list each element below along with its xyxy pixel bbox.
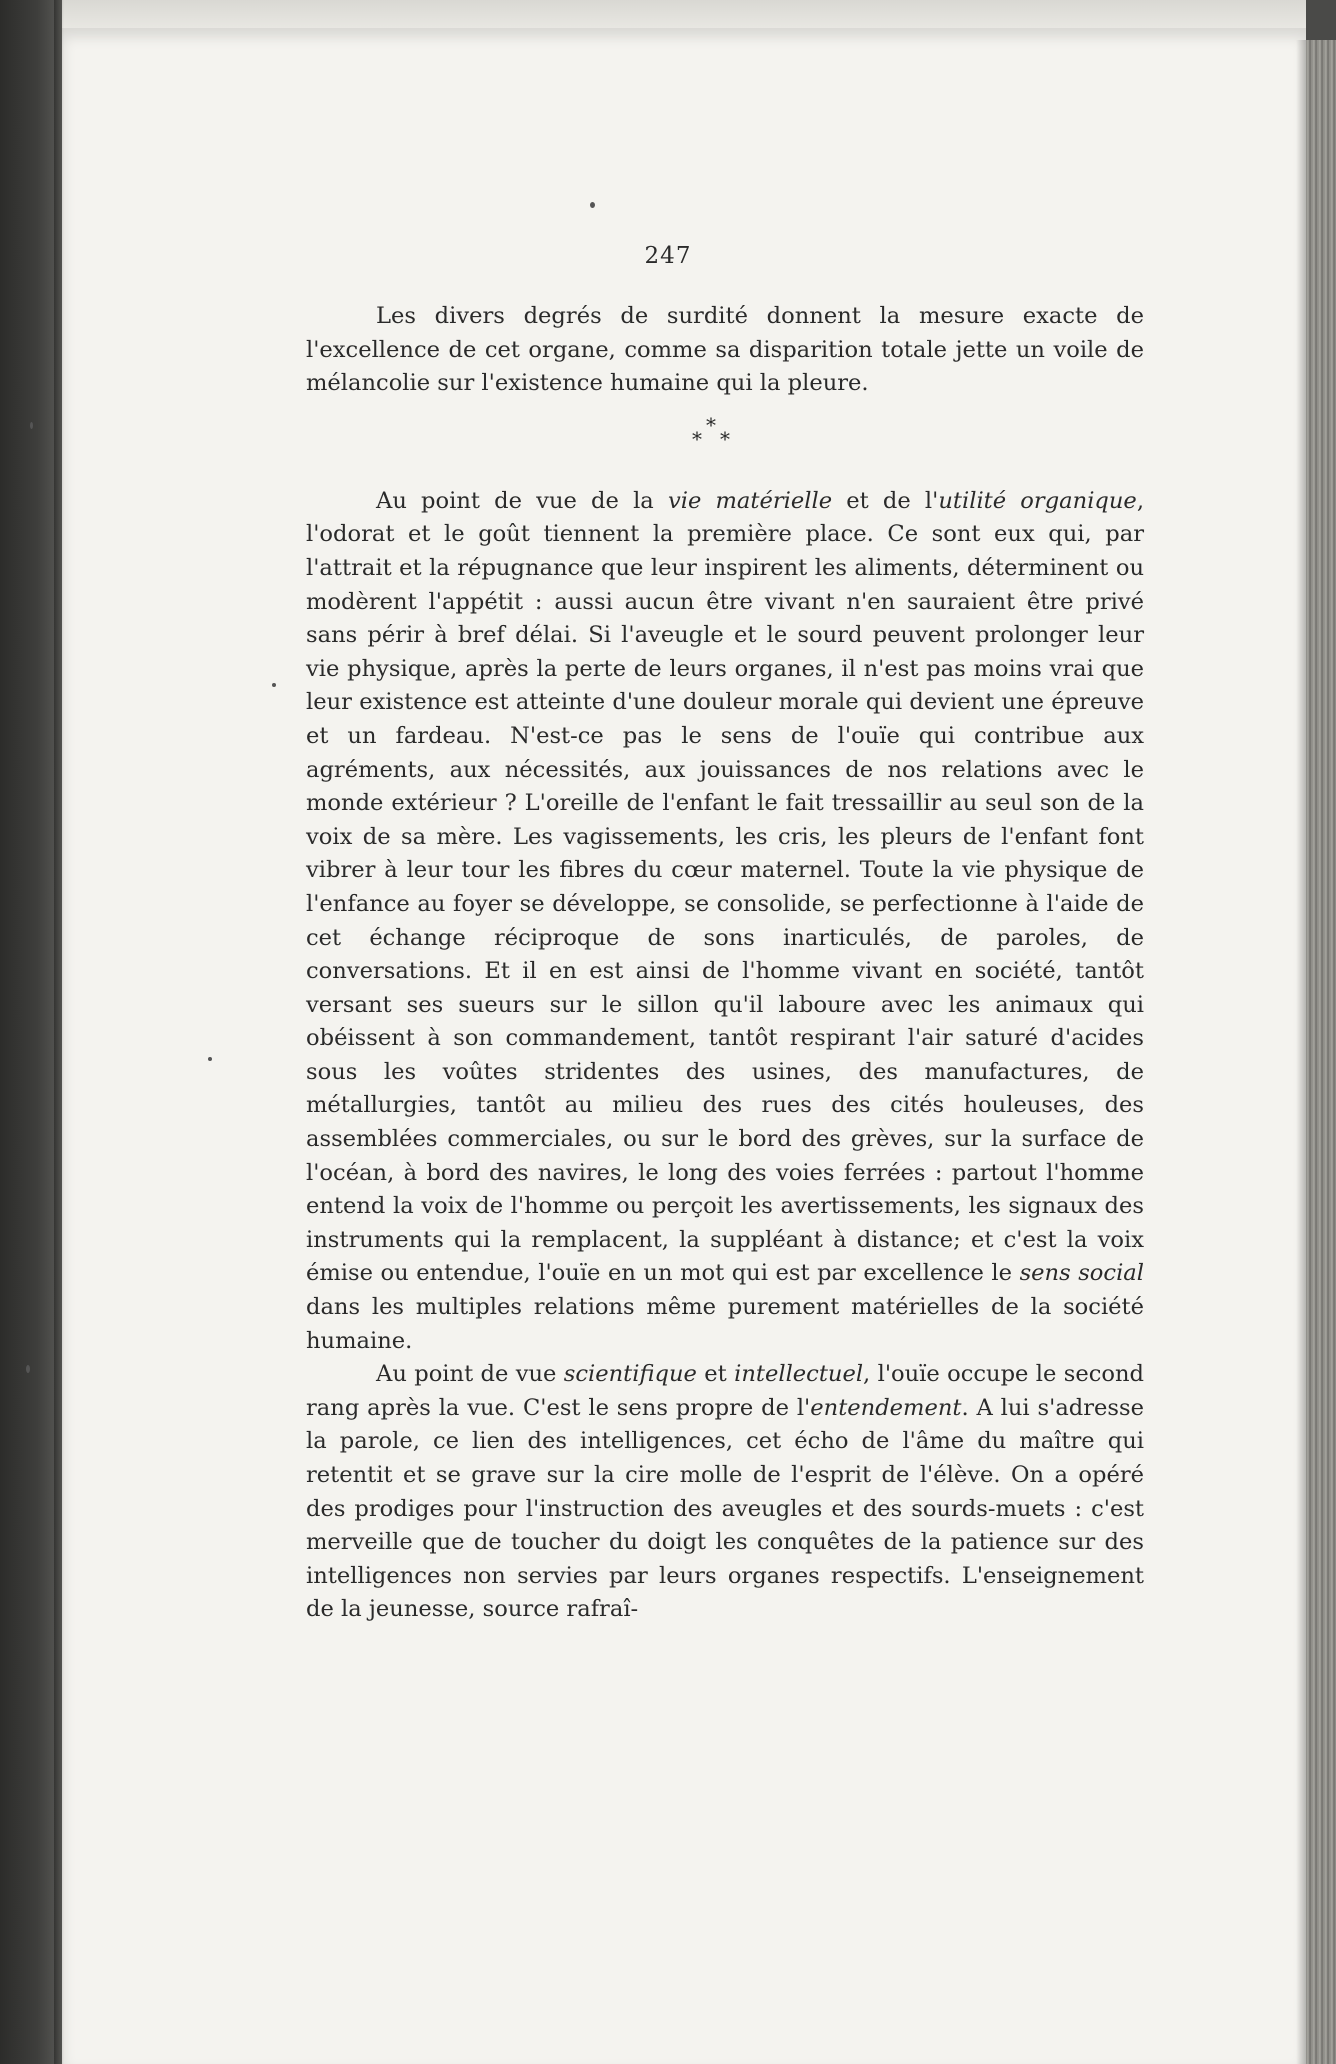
paragraph-3-italic: intellectuel — [734, 1361, 864, 1388]
paragraph-2-segment: dans les multiples relations même purement matérielles de la société humaine. — [306, 1294, 1144, 1354]
asterism-star: * — [692, 426, 702, 451]
book-gutter — [0, 0, 62, 2064]
asterism-star: * — [720, 426, 730, 451]
paper-speck — [590, 202, 595, 208]
paper-speck — [26, 1365, 30, 1373]
paragraph-1-text: Les divers degrés de surdité donnent la mesure exacte de l'excellence de cet organe, comme sa disparition totale jette un voile de mélancolie sur l'existence humaine qui la pleure. — [306, 303, 1144, 397]
page-number: 247 — [644, 243, 692, 269]
paragraph-2-italic: vie matérielle — [667, 487, 833, 514]
asterism-ornament — [306, 401, 1144, 483]
paper-speck — [208, 1057, 212, 1061]
paragraph-3 — [306, 1358, 1144, 1627]
paragraph-3-segment: Au point de vue — [376, 1361, 564, 1388]
paragraph-2 — [306, 485, 1144, 1358]
paragraph-2-italic: utilité organique — [938, 487, 1137, 514]
page-stack-edges — [1306, 40, 1336, 2064]
paper-speck — [30, 422, 33, 429]
paragraph-2-segment: et de l' — [832, 487, 939, 514]
paragraph-3-segment: et — [696, 1361, 735, 1388]
gutter-shadow — [54, 0, 64, 2064]
paragraph-3-italic: entendement — [810, 1394, 962, 1421]
paragraph-2-italic: sens social — [1019, 1260, 1144, 1287]
paragraph-2-segment: Au point de vue de la — [376, 487, 668, 514]
paragraph-2-segment: , l'odorat et le goût tiennent la première place. Ce sont eux qui, par l'attrait et la répugnance que leur inspirent les aliments, déterminent ou modèrent l'appétit : aussi aucun être vivant n'en sauraient être privé sans périr à bref délai. Si l'aveugle et le sourd peuvent prolonger leur vie physique, après la perte de leurs organes, il n'est pas moins vrai que leur existence est atteinte d'une douleur morale qui devient une épreuve et un fardeau. N'est-ce pas le sens de l'ouïe qui contribue aux agréments, aux nécessités, aux jouissances de nos relations avec le monde extérieur ? L'oreille de l'enfant le fait tressaillir au seul son de la voix de sa mère. Les vagissements, les cris, les pleurs de l'enfant font vibrer à leur tour les fibres du cœur maternel. Toute la vie physique de l'enfance au foyer se développe, se consolide, se perfectionne à l'aide de cet échange réciproque de sons inarticulés, de paroles, de conversations. Et il en est ainsi de l'homme vivant en société, tantôt versant ses sueurs sur le sillon qu'il laboure avec les animaux qui obéissent à son commandement, tantôt respirant l'air saturé d'acides sous les voûtes stridentes des usines, des manufactures, de métallurgies, tantôt au milieu des rues des cités houleuses, des assemblées commerciales, ou sur le bord des grèves, sur la surface de l'océan, à bord des navires, le long des voies ferrées : partout l'homme entend la voix de l'homme ou perçoit les avertissements, les signaux des instruments qui la remplacent, la suppléant à distance; et c'est la voix émise ou entendue, l'ouïe en un mot qui est par excellence le — [306, 487, 1144, 1287]
asterism-star: * — [706, 412, 716, 437]
paragraph-3-italic: scientifique — [563, 1361, 697, 1388]
paper-speck — [272, 683, 276, 687]
paragraph-3-segment: . A lui s'adresse la parole, ce lien des intelligences, cet écho de l'âme du maître qui retentit et se grave sur la cire molle de l'esprit de l'élève. On a opéré des prodiges pour l'instruction des aveugles et des sourds-muets : c'est merveille que de toucher du doigt les conquêtes de la patience sur des intelligences non servies par leurs organes respectifs. L'enseignement de la jeunesse, source rafraî- — [306, 1394, 1144, 1623]
paragraph-3-segment: , l'ouïe occupe le second rang après la vue. C'est le sens propre de l' — [306, 1361, 1144, 1421]
body-text — [306, 300, 1144, 1627]
paragraph-1 — [306, 300, 1144, 401]
